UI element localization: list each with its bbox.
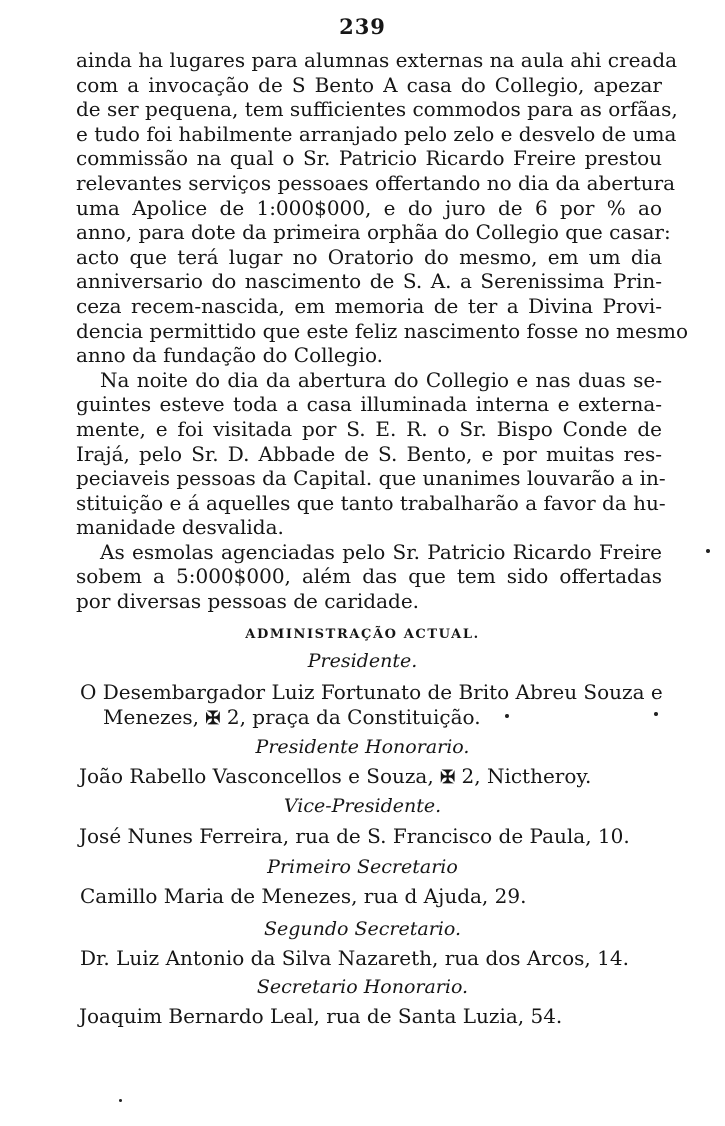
paragraph-2-line: guintes esteve toda a casa illuminada interna e externa- [76, 392, 662, 417]
paragraph-2-line: mente, e foi visitada por S. E. R. o Sr. Bispo Conde de [76, 416, 662, 441]
paragraph-3-line: As esmolas agenciadas pelo Sr. Patricio Ricardo Freire [100, 539, 662, 564]
person-first-secretary: Camillo Maria de Menezes, rua d Ajuda, 29. [80, 884, 527, 908]
role-first-secretary: Primeiro Secretario [267, 856, 458, 878]
person-honorary-secretary: Joaquim Bernardo Leal, rua de Santa Luzia, 54. [79, 1004, 563, 1028]
paragraph-1-line: anno, para dote da primeira orphãa do Collegio que casar: [76, 220, 671, 245]
cross-icon: ✠ [440, 767, 456, 788]
paragraph-1-line: com a invocação de S Bento A casa do Collegio, apezar [76, 72, 662, 97]
ink-speck [119, 1099, 122, 1102]
paragraph-1-line: anno da fundação do Collegio. [76, 343, 384, 368]
paragraph-1-line: de ser pequena, tem sufficientes commodos para as orfãas, [76, 97, 678, 122]
paragraph-3-line: por diversas pessoas de caridade. [76, 589, 420, 614]
honorary-president-name: João Rabello Vasconcellos e Souza, [79, 764, 434, 788]
paragraph-1-line: ainda ha lugares para alumnas externas na aula ahi creada [76, 48, 678, 72]
role-honorary-president: Presidente Honorario. [255, 736, 470, 758]
paragraph-2-line: Irajá, pelo Sr. D. Abbade de S. Bento, e por muitas res- [76, 441, 662, 466]
ink-speck [654, 712, 658, 716]
paragraph-3-line: sobem a 5:000$000, além das que tem sido offertadas [76, 564, 662, 589]
paragraph-1-line: anniversario do nascimento de S. A. a Serenissima Prin- [76, 269, 662, 294]
body-text [76, 48, 689, 614]
paragraph-1-line: ceza recem-nascida, em memoria de ter a Divina Provi- [76, 293, 662, 318]
president-address: 2, praça da Constituição. [226, 705, 481, 729]
role-honorary-secretary: Secretario Honorario. [256, 976, 469, 998]
paragraph-2-line: stituição e á aquelles que tanto trabalharão a favor da hu- [76, 490, 666, 515]
paragraph-2-line: peciaveis pessoas da Capital. que unanimes louvarão a in- [76, 466, 666, 491]
paragraph-1-line: acto que terá lugar no Oratorio do mesmo, em um dia [76, 244, 662, 269]
person-vice-president: José Nunes Ferreira, rua de S. Francisco de Paula, 10. [79, 824, 630, 848]
paragraph-1-line: dencia permittido que este feliz nascimento fosse no mesmo [76, 318, 689, 343]
honorary-president-address: 2, Nictheroy. [461, 764, 592, 788]
person-president-line2 [103, 705, 481, 729]
person-honorary-president [79, 764, 591, 788]
ink-speck [505, 714, 509, 718]
role-vice-president: Vice-Presidente. [283, 795, 442, 817]
paragraph-1-line: relevantes serviços pessoaes offertando no dia da abertura [76, 170, 676, 195]
role-second-secretary: Segundo Secretario. [263, 918, 462, 940]
paragraph-1-line: e tudo foi habilmente arranjado pelo zelo e desvelo de uma [76, 121, 677, 146]
cross-icon: ✠ [205, 708, 221, 729]
page-number: 239 [339, 14, 386, 39]
ink-speck [706, 549, 710, 553]
paragraph-2-line: manidade desvalida. [76, 515, 284, 540]
section-title-administration: ADMINISTRAÇÃO ACTUAL. [245, 627, 480, 642]
paragraph-1-line: commissão na qual o Sr. Patricio Ricardo Freire prestou [76, 146, 662, 171]
president-line2-text: Menezes, [103, 705, 200, 729]
paragraph-2-line: Na noite do dia da abertura do Collegio e nas duas se- [100, 367, 662, 392]
person-second-secretary: Dr. Luiz Antonio da Silva Nazareth, rua dos Arcos, 14. [80, 946, 629, 970]
person-president-line1: O Desembargador Luiz Fortunato de Brito Abreu Souza e [80, 680, 663, 704]
role-president: Presidente. [307, 650, 418, 672]
paragraph-1-line: uma Apolice de 1:000$000, e do juro de 6 por % ao [76, 195, 662, 220]
